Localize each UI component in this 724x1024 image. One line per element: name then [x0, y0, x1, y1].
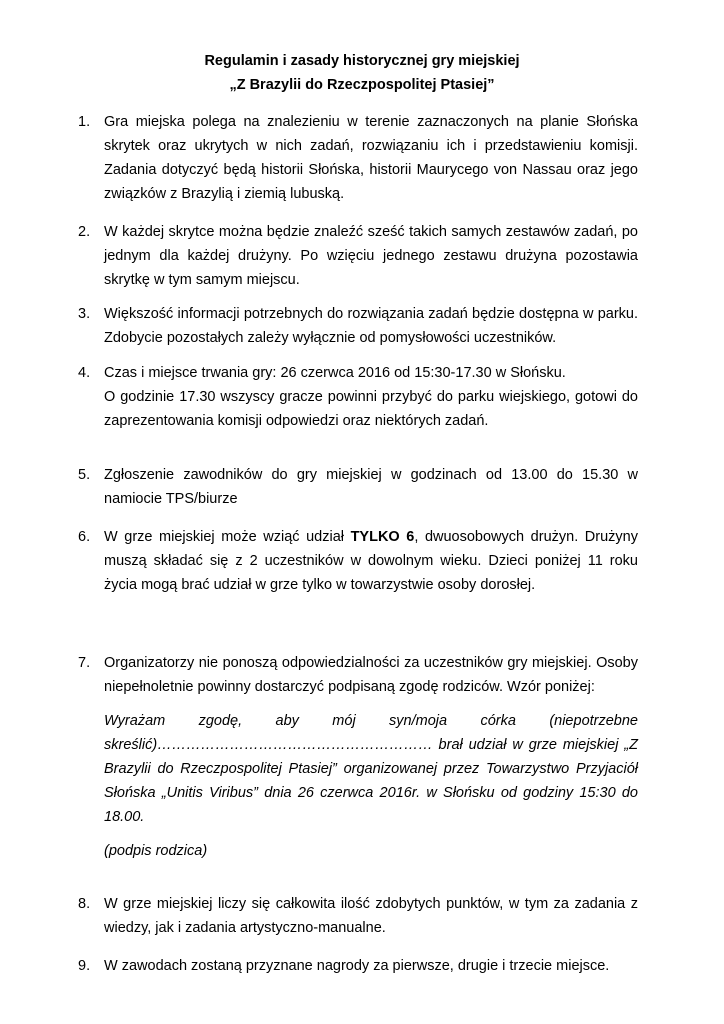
rule-item-8 — [78, 892, 638, 940]
rule-text: Większość informacji potrzebnych do rozwiązania zadań będzie dostępna w parku. Zdobycie pozostałych zależy wyłącznie od pomysłowości uczestników. — [104, 306, 638, 346]
team-limit-emphasis: TYLKO 6 — [350, 529, 415, 545]
rule-number: 1. — [78, 114, 91, 130]
rule-number: 5. — [78, 467, 91, 483]
rule-item-5 — [78, 463, 638, 511]
rule-number: 3. — [78, 306, 91, 322]
rule-number: 2. — [78, 224, 91, 240]
rule-text: Gra miejska polega na znalezieniu w terenie zaznaczonych na planie Słońska skrytek oraz ukrytych w nich zadań, rozwiązaniu ich i przedstawieniu komisji. Zadania dotyczyć będą historii Słońska, historii Maurycego von Nassau oraz jego związków z Brazylią i ziemią lubuską. — [104, 114, 638, 202]
rule-text-post: , dwuosobowych drużyn. Drużyny muszą składać się z 2 uczestników w dowolnym wieku. Dzieci poniżej 11 roku życia mogą brać udział w grze tylko w towarzystwie osoby dorosłej. — [104, 529, 638, 593]
rule-text: W grze miejskiej liczy się całkowita ilość zdobytych punktów, w tym za zadania z wiedzy, jak i zadania artystyczno-manualne. — [104, 896, 638, 936]
rule-number: 4. — [78, 365, 91, 381]
rule-number: 9. — [78, 958, 91, 974]
document-title-line-2: „Z Brazylii do Rzeczpospolitej Ptasiej” — [229, 77, 495, 93]
rule-text-pre: W grze miejskiej może wziąć udział — [104, 529, 351, 545]
rule-number: 6. — [78, 529, 91, 545]
document-title-line-1: Regulamin i zasady historycznej gry miejskiej — [204, 53, 520, 69]
rule-item-2 — [78, 220, 638, 292]
rule-text: W każdej skrytce można będzie znaleźć sześć takich samych zestawów zadań, po jednym dla każdej drużyny. Po wzięciu jednego zestawu drużyna pozostawia skrytkę w tym samym miejscu. — [104, 224, 638, 288]
rule-text: W zawodach zostaną przyznane nagrody za pierwsze, drugie i trzecie miejsce. — [104, 958, 610, 974]
rule-text-gathering: O godzinie 17.30 wszyscy gracze powinni przybyć do parku wiejskiego, gotowi do zaprezentowania komisji odpowiedzi oraz niektórych zadań. — [104, 389, 638, 429]
rule-item-1 — [78, 110, 638, 206]
rule-number: 7. — [78, 655, 91, 671]
rule-text — [104, 525, 638, 597]
rule-item-6 — [78, 525, 638, 597]
parental-consent-template: Wyrażam zgodę, aby mój syn/moja córka (niepotrzebne skreślić)………………………………………………… brał udział w grze miejskiej „Z Brazylii do Rzeczpospolitej Ptasiej” organizowanej przez Towarzystwo Przyjaciół Słońska „Unitis Viribus” dnia 26 czerwca 2016r. w Słońsku od godziny 15:30 do 18.00. — [104, 713, 638, 825]
parent-signature-label: (podpis rodzica) — [104, 843, 208, 859]
rule-item-7 — [78, 651, 638, 863]
rule-number: 8. — [78, 896, 91, 912]
rule-text-time-place: Czas i miejsce trwania gry: 26 czerwca 2016 od 15:30-17.30 w Słońsku. — [104, 365, 566, 381]
rule-item-3 — [78, 302, 638, 350]
rule-text: Zgłoszenie zawodników do gry miejskiej w godzinach od 13.00 do 15.30 w namiocie TPS/biurze — [104, 467, 638, 507]
rule-item-4 — [78, 361, 638, 433]
rule-text: Organizatorzy nie ponoszą odpowiedzialności za uczestników gry miejskiej. Osoby niepełnoletnie powinny dostarczyć podpisaną zgodę rodziców. Wzór poniżej: — [104, 655, 638, 695]
rule-item-9 — [78, 954, 638, 978]
